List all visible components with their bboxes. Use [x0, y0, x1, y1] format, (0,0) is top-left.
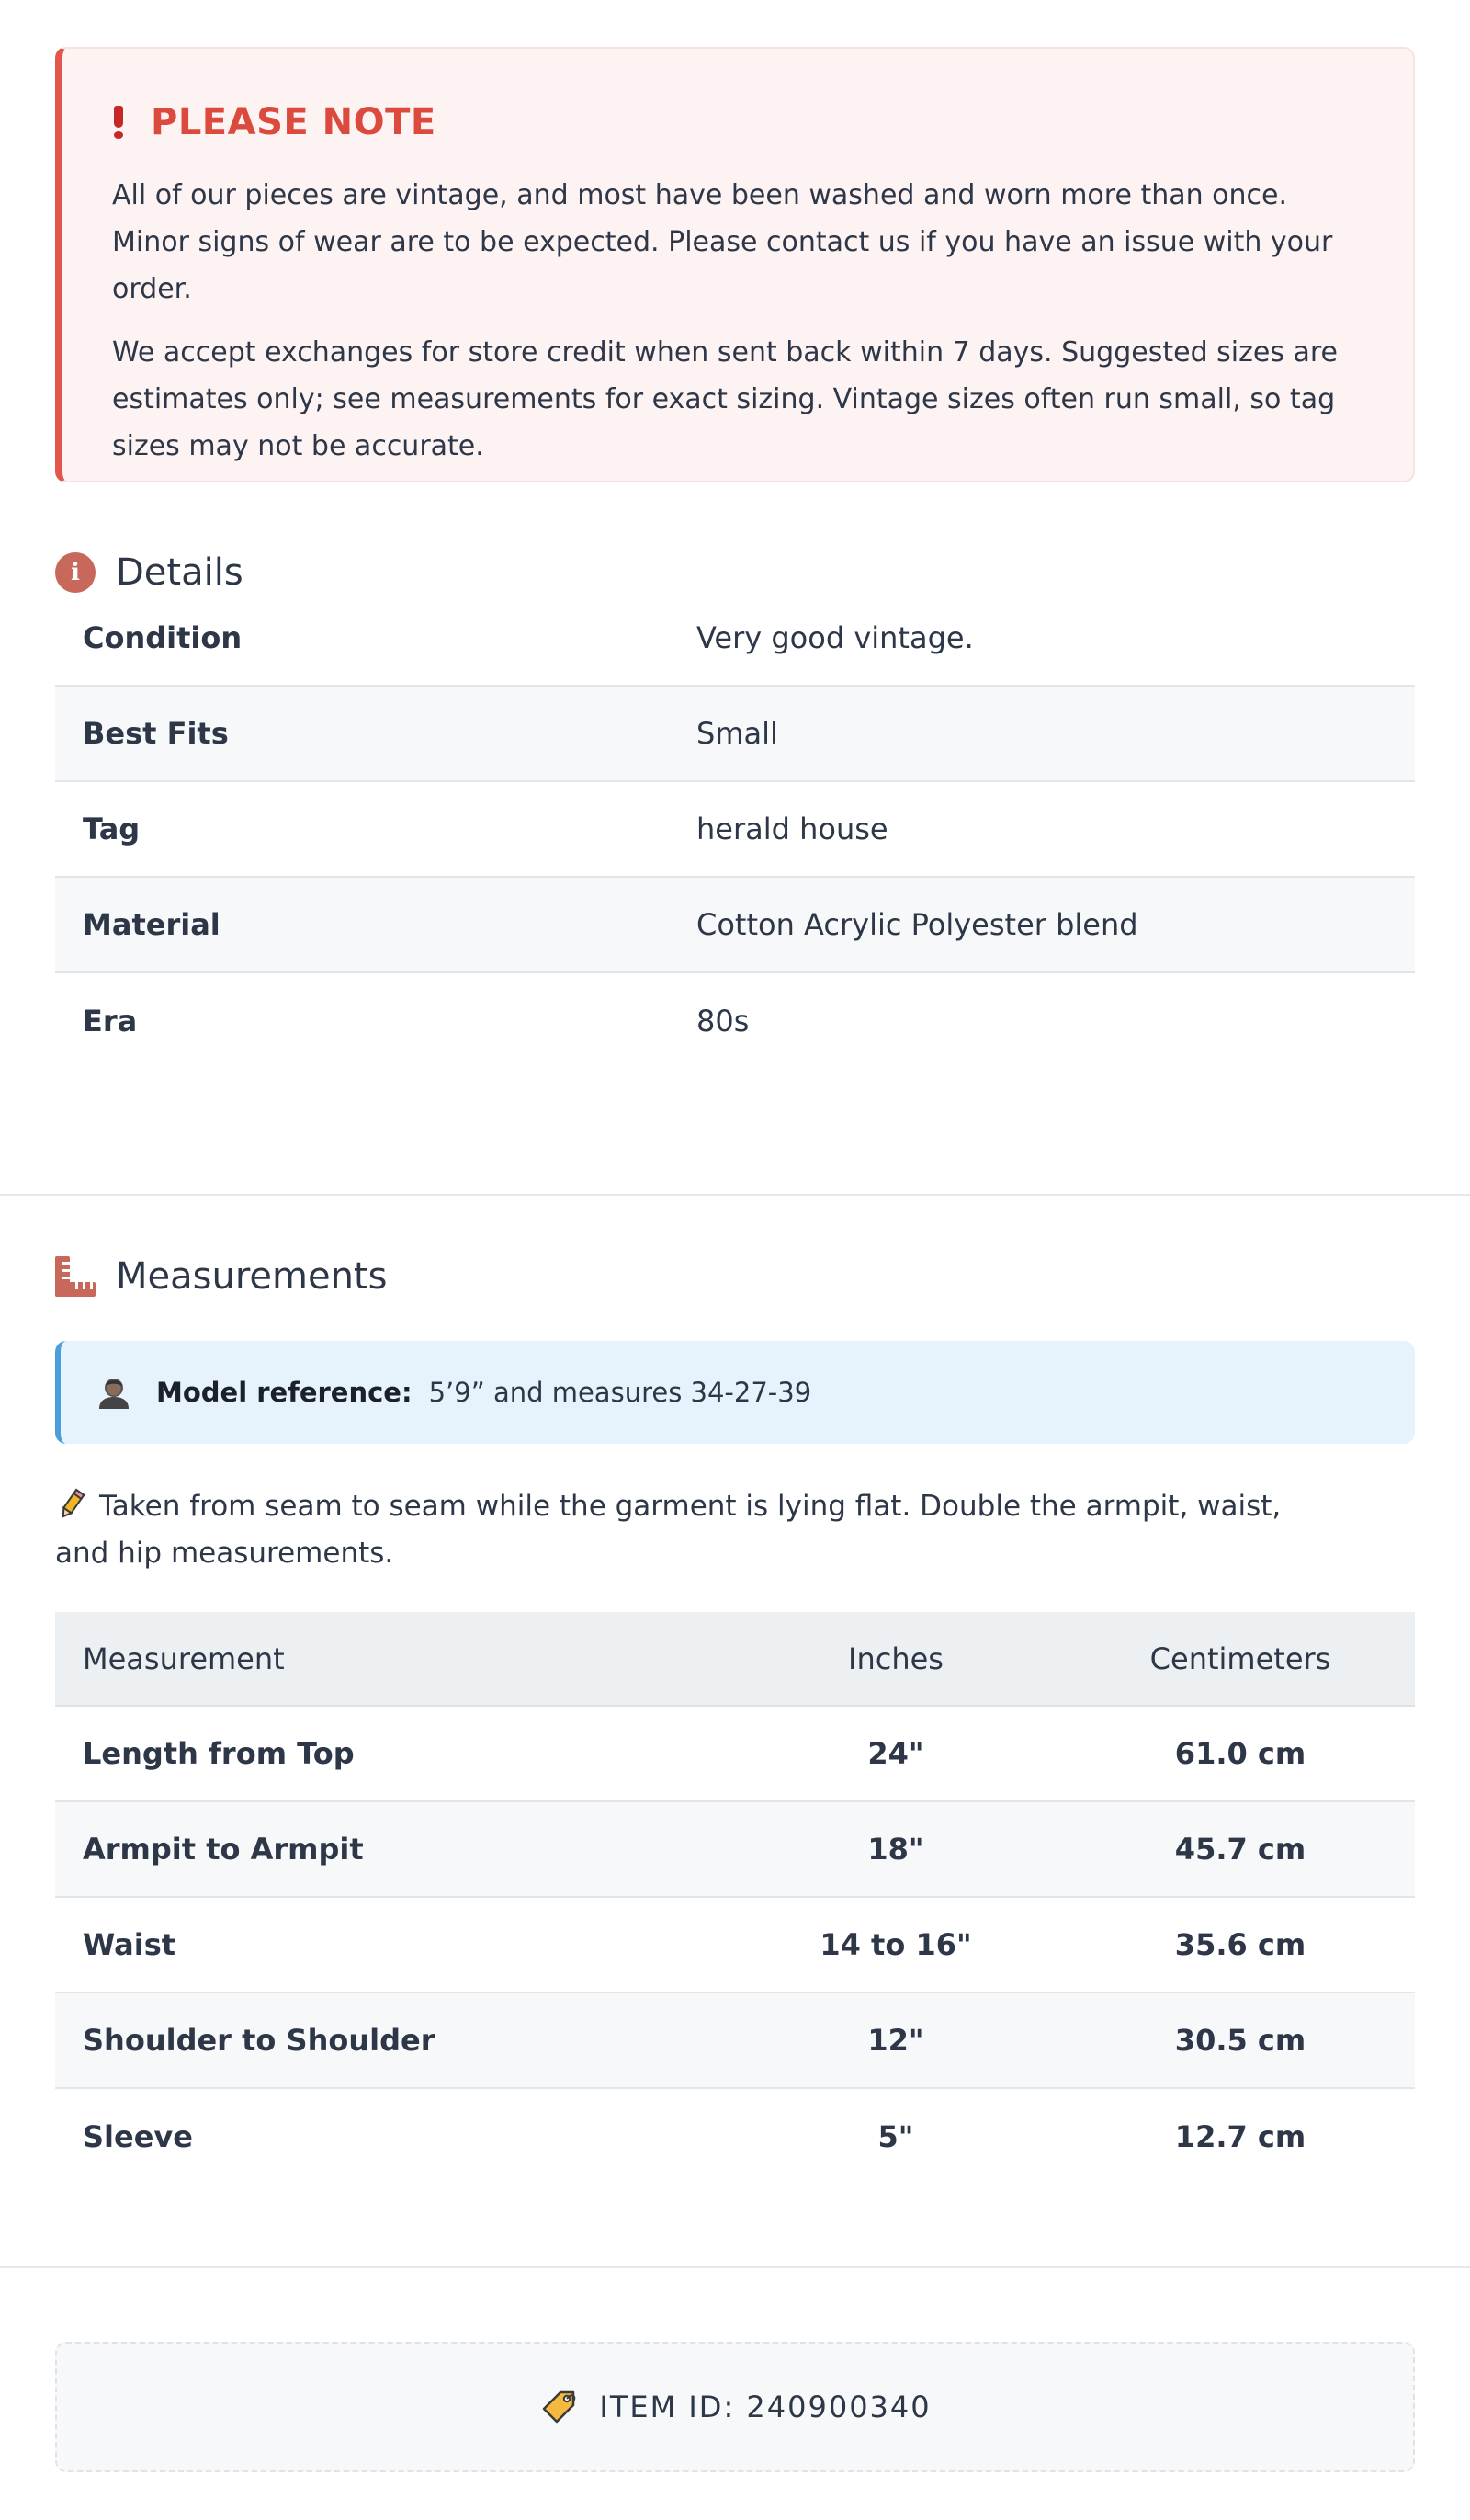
ruler-icon	[55, 1256, 96, 1297]
column-header-inches: Inches	[726, 1612, 1066, 1706]
measurement-cm: 30.5 cm	[1174, 2023, 1306, 2058]
measurement-hint-text: Taken from seam to seam while the garment is lying flat. Double the armpit, waist, and hip measurements.	[55, 1490, 1282, 1570]
detail-value: Very good vintage.	[696, 619, 974, 655]
detail-label: Tag	[83, 812, 141, 846]
measurement-name: Shoulder to Shoulder	[83, 2023, 435, 2058]
table-row	[55, 2088, 1415, 2184]
column-header-measurement: Measurement	[55, 1612, 726, 1706]
person-icon	[96, 1374, 132, 1411]
measurement-inches: 14 to 16"	[820, 1927, 972, 1962]
tag-icon	[538, 2387, 579, 2427]
exclamation-icon	[112, 106, 125, 139]
detail-value: Cotton Acrylic Polyester blend	[696, 907, 1138, 942]
measurement-name: Length from Top	[83, 1736, 355, 1771]
note-paragraph-exchanges: We accept exchanges for store credit when sent back within 7 days. Suggested sizes are estimates only; see measurements for exact sizing. Vintage sizes often run small, so tag sizes may not be accurate.	[112, 336, 1339, 462]
table-row	[55, 877, 1415, 972]
model-reference-value: 5’9” and measures 34-27-39	[428, 1377, 812, 1408]
please-note-card	[55, 47, 1415, 482]
measurement-name: Sleeve	[83, 2118, 193, 2154]
table-row	[55, 972, 1415, 1068]
table-row	[55, 686, 1415, 781]
measurements-table	[55, 1612, 1415, 2184]
pencil-icon	[55, 1488, 88, 1521]
measurement-name: Armpit to Armpit	[83, 1832, 364, 1867]
detail-value: herald house	[696, 812, 888, 846]
measurement-cm: 61.0 cm	[1174, 1736, 1306, 1771]
table-row	[55, 781, 1415, 877]
column-header-centimeters: Centimeters	[1066, 1612, 1415, 1706]
measurements-title: Measurements	[116, 1255, 388, 1298]
measurement-cm: 12.7 cm	[1174, 2118, 1306, 2154]
table-row	[55, 1801, 1415, 1897]
measurement-inches: 18"	[867, 1832, 924, 1867]
measurement-cm: 35.6 cm	[1174, 1927, 1306, 1962]
section-divider	[0, 1194, 1470, 1196]
please-note-title: PLEASE NOTE	[151, 101, 436, 143]
measurement-cm: 45.7 cm	[1174, 1832, 1306, 1867]
detail-value: Small	[696, 716, 778, 751]
table-row	[55, 590, 1415, 686]
info-icon: i	[55, 552, 96, 593]
measurement-name: Waist	[83, 1927, 176, 1962]
details-table	[55, 590, 1415, 1068]
detail-label: Material	[83, 907, 220, 942]
measurement-inches: 5"	[877, 2118, 914, 2154]
item-id-box	[55, 2342, 1415, 2472]
item-id-text: ITEM ID: 240900340	[599, 2389, 932, 2424]
detail-label: Era	[83, 1003, 138, 1039]
detail-label: Best Fits	[83, 716, 229, 751]
note-paragraph-wear: All of our pieces are vintage, and most have been washed and worn more than once. Minor signs of wear are to be expected. Please contact us if you have an issue with your order.	[112, 179, 1333, 305]
model-reference-label: Model reference:	[156, 1377, 413, 1408]
details-header	[55, 550, 243, 596]
table-row	[55, 1992, 1415, 2088]
table-row	[55, 1897, 1415, 1992]
section-divider	[0, 2266, 1470, 2268]
details-title: Details	[116, 551, 243, 594]
measurement-inches: 12"	[867, 2023, 924, 2058]
model-reference-callout	[55, 1341, 1415, 1444]
detail-value: 80s	[696, 1003, 750, 1039]
table-row	[55, 1706, 1415, 1801]
measurement-hint	[55, 1483, 1341, 1577]
detail-label: Condition	[83, 619, 243, 655]
measurements-header	[55, 1254, 387, 1300]
measurement-inches: 24"	[867, 1736, 924, 1771]
please-note-header	[112, 101, 1365, 143]
table-header-row	[55, 1612, 1415, 1706]
